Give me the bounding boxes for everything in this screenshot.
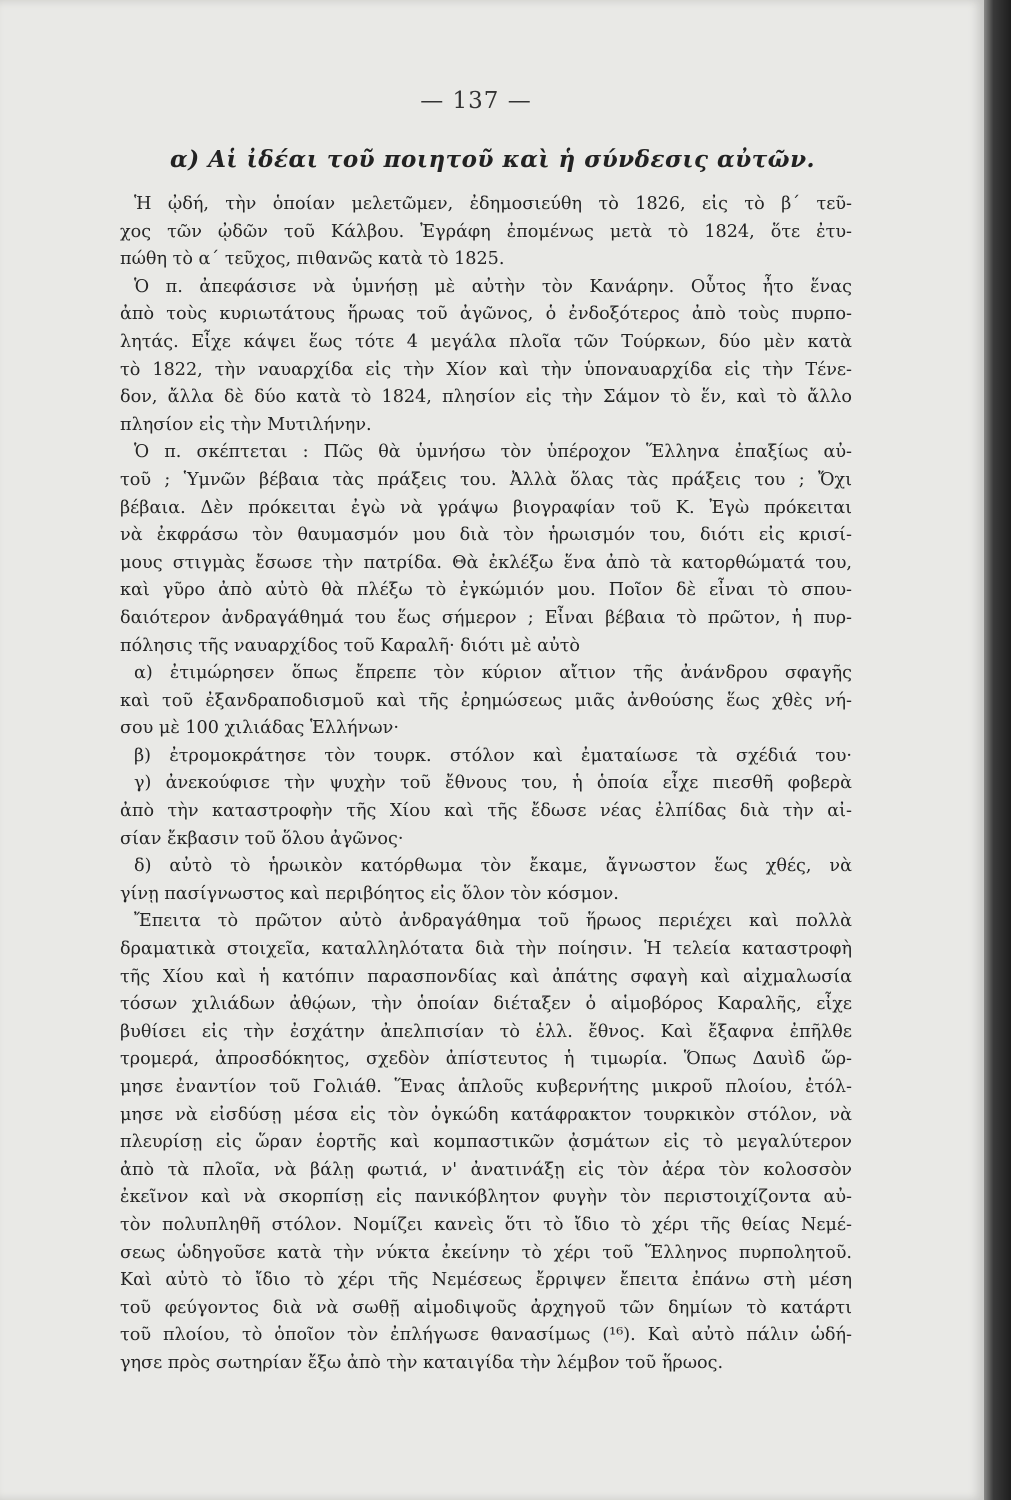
text-line: γίνῃ πασίγνωστος καὶ περιβόητος εἰς ὅλον τὸν κόσμον. — [120, 883, 619, 904]
text-line: τοῦ πλοίου, τὸ ὁποῖον τὸν ἐπλήγωσε θανασίμως (¹⁶). Καὶ αὐτὸ πάλιν ὡδή- — [120, 1325, 852, 1346]
text-line: δ) αὐτὸ τὸ ἡρωικὸν κατόρθωμα τὸν ἔκαμε, ἄγνωστον ἕως χθές, νὰ — [134, 856, 852, 877]
text-line: δον, ἄλλα δὲ δύο κατὰ τὸ 1824, πλησίον εἰς τὴν Σάμον τὸ ἕν, καὶ τὸ ἄλλο — [120, 387, 852, 408]
text-line: τὸ 1822, τὴν ναυαρχίδα εἰς τὴν Χίον καὶ τὴν ὑποναυαρχίδα εἰς τὴν Τένε- — [120, 359, 852, 380]
text-line: βυθίσει εἰς τὴν ἐσχάτην ἀπελπισίαν τὸ ἑλλ. ἔθνος. Καὶ ἔξαφνα ἐπῆλθε — [120, 1021, 852, 1042]
text-line: Ὁ π. ἀπεφάσισε νὰ ὑμνήσῃ μὲ αὐτὴν τὸν Κανάρην. Οὗτος ἦτο ἕνας — [134, 276, 852, 297]
text-line: δραματικὰ στοιχεῖα, καταλληλότατα διὰ τὴν ποίησιν. Ἡ τελεία καταστροφὴ — [120, 939, 852, 960]
text-line: καὶ τοῦ ἐξανδραποδισμοῦ καὶ τῆς ἐρημώσεως μιᾶς ἀνθούσης ἕως χθὲς νή- — [120, 690, 852, 711]
text-line: γ) ἀνεκούφισε τὴν ψυχὴν τοῦ ἔθνους του, ἡ ὁποία εἶχε πιεσθῆ φοβερὰ — [134, 773, 852, 794]
text-line: β) ἐτρομοκράτησε τὸν τουρκ. στόλον καὶ ἐματαίωσε τὰ σχέδιά του· — [134, 745, 852, 766]
page-edge — [984, 0, 1011, 1500]
text-line: α) ἐτιμώρησεν ὅπως ἔπρεπε τὸν κύριον αἴτιον τῆς ἀνάνδρου σφαγῆς — [134, 663, 852, 684]
text-line: σίαν ἔκβασιν τοῦ ὅλου ἀγῶνος· — [120, 828, 404, 849]
text-line: τὸν πολυπληθῆ στόλον. Νομίζει κανεὶς ὅτι τὸ ἴδιο τὸ χέρι τῆς θείας Νεμέ- — [120, 1214, 852, 1235]
text-line: δαιότερον ἀνδραγάθημά του ἕως σήμερον ; Εἶναι βέβαια τὸ πρῶτον, ἡ πυρ- — [120, 607, 852, 628]
text-line: Καὶ αὐτὸ τὸ ἴδιο τὸ χέρι τῆς Νεμέσεως ἔρριψεν ἔπειτα ἐπάνω στὴ μέση — [120, 1270, 852, 1291]
text-line: τοῦ ; Ὑμνῶν βέβαια τὰς πράξεις του. Ἀλλὰ ὅλας τὰς πράξεις του ; Ὄχι — [120, 469, 852, 490]
text-line: μησε ἐναντίον τοῦ Γολιάθ. Ἕνας ἁπλοῦς κυβερνήτης μικροῦ πλοίου, ἐτόλ- — [120, 1077, 852, 1097]
text-line: βέβαια. Δὲν πρόκειται ἐγὼ νὰ γράψω βιογραφίαν τοῦ Κ. Ἐγὼ πρόκειται — [120, 497, 852, 518]
text-line: πόλησις τῆς ναυαρχίδος τοῦ Καραλῆ· διότι μὲ αὐτὸ — [120, 635, 581, 656]
text-line: Ὁ π. σκέπτεται : Πῶς θὰ ὑμνήσω τὸν ὑπέροχον Ἕλληνα ἐπαξίως αὐ- — [134, 442, 852, 463]
text-line: Ἡ ᾠδή, τὴν ὁποίαν μελετῶμεν, ἐδημοσιεύθη τὸ 1826, εἰς τὸ β΄ τεῦ- — [134, 194, 852, 214]
body-text — [120, 191, 852, 1378]
text-line: τόσων χιλιάδων ἀθῴων, τὴν ὁποίαν διέταξεν ὁ αἱμοβόρος Καραλῆς, εἶχε — [120, 994, 852, 1015]
text-line: τοῦ φεύγοντος διὰ νὰ σωθῇ αἱμοδιψοῦς ἀρχηγοῦ τῶν δημίων τὸ κατάρτι — [120, 1297, 852, 1318]
text-line: μησε νὰ εἰσδύσῃ μέσα εἰς τὸν ὀγκώδη κατάφρακτον τουρκικὸν στόλον, νὰ — [120, 1104, 852, 1125]
text-line: ἐκεῖνον καὶ νὰ σκορπίσῃ εἰς πανικόβλητον φυγὴν τὸν περιστοιχίζοντα αὐ- — [120, 1187, 852, 1208]
text-line: τρομερά, ἀπροσδόκητος, σχεδὸν ἀπίστευτος ἡ τιμωρία. Ὅπως Δαυὶδ ὥρ- — [120, 1049, 852, 1070]
text-line: νὰ ἐκφράσω τὸν θαυμασμόν μου διὰ τὸν ἡρωισμόν του, διότι εἰς κρισί- — [120, 525, 852, 546]
text-line: χος τῶν ᾠδῶν τοῦ Κάλβου. Ἐγράφη ἐπομένως μετὰ τὸ 1824, ὅτε ἐτυ- — [120, 221, 852, 242]
text-line: ἀπὸ τὴν καταστροφὴν τῆς Χίου καὶ τῆς ἔδωσε νέας ἐλπίδας διὰ τὴν αἰ- — [120, 801, 852, 822]
text-line: σου μὲ 100 χιλιάδας Ἑλλήνων· — [120, 718, 399, 739]
section-heading: α) Αἱ ἰδέαι τοῦ ποιητοῦ καὶ ἡ σύνδεσις αὐτῶν. — [170, 146, 816, 173]
text-line: λητάς. Εἶχε κάψει ἕως τότε 4 μεγάλα πλοῖα τῶν Τούρκων, δύο μὲν κατὰ — [120, 331, 852, 352]
text-line: γησε πρὸς σωτηρίαν ἔξω ἀπὸ τὴν καταιγίδα τὴν λέμβον τοῦ ἥρωος. — [120, 1352, 724, 1373]
text-line: καὶ γῦρο ἀπὸ αὐτὸ θὰ πλέξω τὸ ἐγκώμιόν μου. Ποῖον δὲ εἶναι τὸ σπου- — [120, 580, 852, 601]
text-line: μους στιγμὰς ἔσωσε τὴν πατρίδα. Θὰ ἐκλέξω ἕνα ἀπὸ τὰ κατορθώματά του, — [120, 552, 852, 573]
text-line: ἀπὸ τὰ πλοῖα, νὰ βάλῃ φωτιά, ν' ἀνατινάξῃ εἰς τὸν ἀέρα τὸν κολοσσὸν — [120, 1159, 852, 1180]
text-line: πλευρίσῃ εἰς ὥραν ἑορτῆς καὶ κομπαστικῶν ᾀσμάτων εἰς τὸ μεγαλύτερον — [120, 1132, 852, 1153]
text-line: ἀπὸ τοὺς κυριωτάτους ἥρωας τοῦ ἀγῶνος, ὁ ἐνδοξότερος ἀπὸ τοὺς πυρπο- — [120, 304, 852, 325]
text-line: πώθη τὸ α΄ τεῦχος, πιθανῶς κατὰ τὸ 1825. — [120, 249, 505, 270]
text-line: Ἔπειτα τὸ πρῶτον αὐτὸ ἀνδραγάθημα τοῦ ἥρωος περιέχει καὶ πολλὰ — [134, 911, 852, 932]
text-line: σεως ὡδηγοῦσε κατὰ τὴν νύκτα ἐκείνην τὸ χέρι τοῦ Ἕλληνος πυρπολητοῦ. — [120, 1242, 852, 1263]
page-number: — 137 — — [420, 88, 532, 114]
text-line: τῆς Χίου καὶ ἡ κατόπιν παρασπονδίας καὶ ἀπάτης σφαγὴ καὶ αἰχμαλωσία — [120, 966, 852, 987]
text-line: πλησίον εἰς τὴν Μυτιλήνην. — [120, 414, 372, 435]
